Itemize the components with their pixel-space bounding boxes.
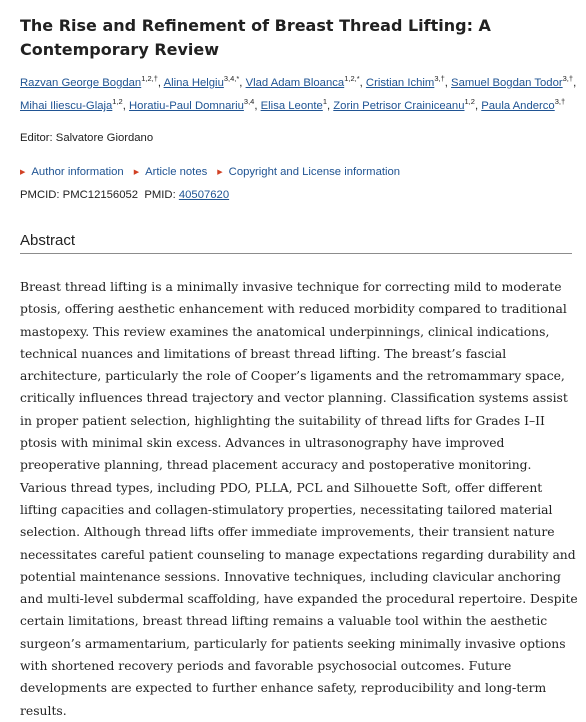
- abstract-heading: Abstract: [20, 232, 76, 249]
- author-affiliation: 1,2,†: [141, 74, 158, 83]
- author-link[interactable]: Vlad Adam Bloanca: [245, 77, 345, 89]
- author-link[interactable]: Razvan George Bogdan: [20, 77, 142, 89]
- article-identifiers: [20, 189, 229, 201]
- author-affiliation: 1,2: [464, 97, 475, 106]
- copyright-label: Copyright and License information: [228, 166, 401, 178]
- author-affiliation: 3,†: [554, 97, 566, 106]
- article-notes-toggle[interactable]: [134, 166, 208, 178]
- author-affiliation: 3,4,*: [223, 74, 240, 83]
- author-affiliation: 3,†: [434, 74, 445, 83]
- section-divider: [20, 253, 572, 254]
- author-affiliation: 3,4: [243, 97, 255, 106]
- pmcid: PMCID: PMC12156052: [20, 189, 139, 201]
- author-link[interactable]: Elisa Leonte: [260, 100, 323, 112]
- author-link[interactable]: Zorin Petrisor Crainiceanu: [333, 100, 465, 112]
- author-affiliation: 1,2,*: [344, 74, 360, 83]
- author-information-label: Author information: [31, 166, 124, 178]
- author-list: Razvan George Bogdan$^{1,2,\dagger}$, Alina Helgiu$^{3,4,*}$, Vlad Adam Bloanca$^{1,2,*}$, Cristian Ichim$^{3,\dagger}$, Samuel Bogdan Todor$^{3,\dagger}$, Mihai Iliescu-Glaja$^{1,2}$, Horatiu-Paul Domnariu$^{3,4}$, Elisa Leonte$^1$, Zorin Petrisor Crainiceanu$^{1,2}$, Paula Anderco$^{3,\dagger}$: [20, 74, 577, 112]
- abstract-text: Breast thread lifting is a minimally invasive technique for correcting mild to moderate ptosis, offering aesthetic enhancement with reduced morbidity compared to traditional mastopexy. This review examines the anatomical underpinnings, clinical indications, technical nuances and limitations of breast thread lifting. The breast’s fascial architecture, particularly the role of Cooper’s ligaments and the retromammary space, critically influences thread trajectory and vector planning. Classification systems assist in proper patient selection, highlighting the suitability of thread lifts for Grades I–II ptosis with minimal skin excess. Advances in ultrasonography have improved preoperative planning, thread placement accuracy and postoperative monitoring. Various thread types, including PDO, PLLA, PCL and Silhouette Soft, offer different lifting capacities and collagen-stimulatory properties, necessitating tailored material selection. Although thread lifts offer immediate improvements, their transient nature necessitates careful patient counseling to manage expectations regarding durability and potential maintenance sessions. Innovative techniques, including clavicular anchoring and multi-level subdermal scaffolding, have expanded the procedural repertoire. Despite certain limitations, breast thread lifting remains a valuable tool within the aesthetic surgeon’s armamentarium, particularly for patients seeking minimally invasive options with shortened recovery periods and favorable psychosocial outcomes. Future developments are expected to further enhance safety, reproducibility and long-term results.: [20, 280, 578, 718]
- triangle-right-icon: ▶: [20, 169, 26, 176]
- author-affiliation: 3,†: [562, 74, 574, 83]
- article-notes-bar: [20, 166, 400, 178]
- author-affiliation: 1,2: [112, 97, 123, 106]
- triangle-right-icon: ▶: [133, 169, 140, 176]
- copyright-toggle[interactable]: [217, 166, 400, 178]
- author-link[interactable]: Mihai Iliescu-Glaja: [20, 100, 113, 112]
- pmid-label: PMID:: [144, 189, 176, 201]
- author-link[interactable]: Cristian Ichim: [365, 77, 435, 89]
- author-link[interactable]: Alina Helgiu: [163, 77, 224, 89]
- author-information-toggle[interactable]: [20, 166, 124, 178]
- author-link[interactable]: Samuel Bogdan Todor: [451, 77, 563, 89]
- triangle-right-icon: ▶: [217, 169, 223, 176]
- author-affiliation: 1: [322, 97, 327, 106]
- author-link[interactable]: Horatiu-Paul Domnariu: [129, 100, 244, 112]
- author-link[interactable]: Paula Anderco: [481, 100, 555, 112]
- editor-line: Editor: Salvatore Giordano: [20, 132, 154, 144]
- article-notes-label: Article notes: [145, 166, 208, 178]
- pmid-link[interactable]: 40507620: [178, 189, 230, 201]
- article-title: The Rise and Refinement of Breast Thread Lifting: A Contemporary Review: [20, 16, 491, 59]
